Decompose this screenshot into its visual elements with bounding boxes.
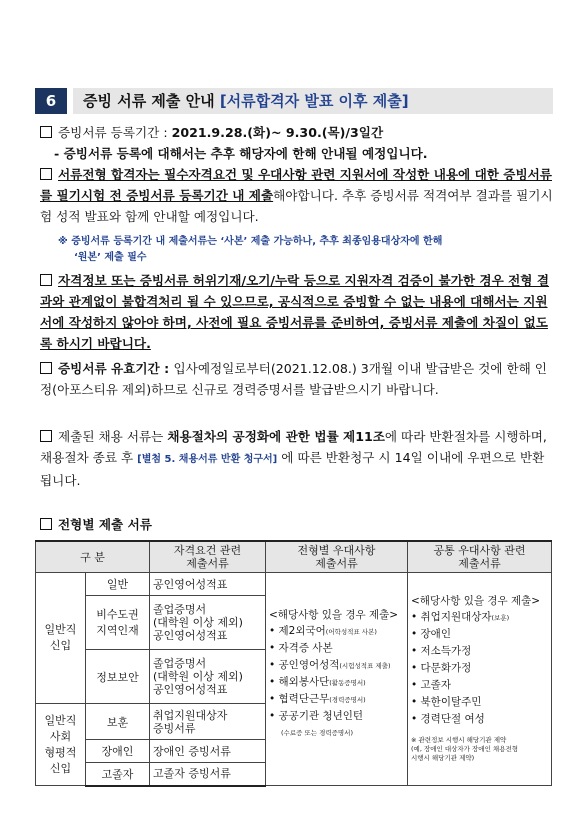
table-row: 고졸자 고졸자 증빙서류 [36,763,552,786]
table-row: 일반직 신입 일반 공인영어성적표 <해당사항 있을 경우 제출> • 제2외국어(어학성적표 사본) • 자격증 사본 • 공인영어성적(시험성적표 제출) • 해외봉사단(활동증명서) • 협력단근무(경력증명서) • 공공기관 청년인턴 (수료증 또는 경력증명서) <해당사항 있을 경우 제출> • 취업지원대상자(보훈) • 장애인 • 저소득가정 • 다문화가정 • 고졸자 • 북한이탈주민 • 경력단절 여성 ※ 관련정보 시행시 해당기관 제약 (예, 장애인 대상자가 장애인 채용전형 시행시 해당기관 제약) [36,573,552,596]
validity-paragraph: 증빙서류 유효기간 : 입사예정일로부터(2021.12.08.) 3개월 이내 발급받은 것에 한해 인정(아포스티유 제외)하므로 신규로 경력증명서를 발급받으시기 바랍니다. [40,361,547,397]
copy-note: ※ 증빙서류 등록기간 내 제출서류는 ‘사본’ 제출 가능하나, 추후 최종임용대상자에 한해 ‘원본’ 제출 필수 [58,236,443,263]
submission-paragraph [40,164,555,227]
documents-table [35,540,552,787]
table-row: 비수도권 지역인재 졸업증명서 (대학원 이상 제외) 공인영어성적표 [36,596,552,650]
false-info-warning: 자격정보 또는 증빙서류 허위기재/오기/누락 등으로 지원자격 검증이 불가한 경우 전형 결과와 관계없이 불합격처리 될 수 있으므로, 공식적으로 증빙할 수 없는 내용에 대해서는 지원서에 작성하지 않아야 하며, 사전에 필요 증빙서류를 준비하여, 증빙서류 제출에 차질이 없도록 하시기 바랍니다. [40,273,550,351]
group-social-equity: 일반직 사회 형평적 신입 [36,704,86,786]
group-general: 일반직 신입 [36,573,86,704]
common-note: ※ 관련정보 시행시 해당기관 제약 (예, 장애인 대상자가 장애인 채용전형 시행시 해당기관 제약) [411,736,519,762]
submission-rest-text: 해야합니다. 추후 증빙서류 적격여부 결과를 필기시험 성적 발표와 함께 안내할 예정입니다. [40,188,553,224]
section-title-text: 증빙 서류 제출 안내 [83,92,215,110]
preference-docs: <해당사항 있을 경우 제출> • 제2외국어(어학성적표 사본) • 자격증 사본 • 공인영어성적(시험성적표 제출) • 해외봉사단(활동증명서) • 협력단근무(경력증명서) • 공공기관 청년인턴 (수료증 또는 경력증명서) [266,573,408,786]
section-title [73,88,553,114]
submission-bold-text: 서류전형 합격자는 필수자격요건 및 우대사항 관련 지원서에 작성한 내용에 대한 증빙서류를 필기시험 전 증빙서류 등록기간 내 제출 [40,167,552,203]
section-number: 6 [35,88,67,114]
checkbox-square-icon [40,168,52,180]
table-row: 장애인 장애인 증빙서류 [36,740,552,763]
registration-period: 증빙서류 등록기간 : 2021.9.28.(화)~ 9.30.(목)/3일간 - 증빙서류 등록에 대해서는 추후 해당자에 한해 안내될 예정입니다. [40,122,555,164]
section-title-accent: [서류합격자 발표 이후 제출] [219,92,409,110]
header-preference: 전형별 우대사항 제출서류 [266,541,408,573]
common-docs: <해당사항 있을 경우 제출> • 취업지원대상자(보훈) • 장애인 • 저소득가정 • 다문화가정 • 고졸자 • 북한이탈주민 • 경력단절 여성 ※ 관련정보 시행시 해당기관 제약 (예, 장애인 대상자가 장애인 채용전형 시행시 해당기관 제약) [408,573,552,786]
checkbox-square-icon [40,274,52,286]
section-header [35,88,553,114]
table-title: 전형별 제출 서류 [40,514,152,533]
table-row: 정보보안 졸업증명서 (대학원 이상 제외) 공인영어성적표 [36,650,552,704]
header-qualification: 자격요건 관련 제출서류 [150,541,266,573]
header-category: 구 분 [36,541,150,573]
checkbox-square-icon [40,126,52,138]
return-paragraph: 제출된 채용 서류는 채용절차의 공정화에 관한 법률 제11조에 따라 반환절차를 시행하며, 채용절차 종료 후 [별첨 5. 채용서류 반환 청구서] 에 따른 반환청구 시 14일 이내에 우편으로 반환됩니다. [40,429,547,488]
appendix-reference: [별첨 5. 채용서류 반환 청구서] [137,454,278,465]
header-common: 공통 우대사항 관련 제출서류 [408,541,552,573]
checkbox-square-icon [40,430,52,442]
table-row: 일반직 사회 형평적 신입 보훈 취업지원대상자 증빙서류 [36,704,552,740]
checkbox-square-icon [40,362,52,374]
checkbox-square-icon [40,518,52,530]
registration-period-value: 2021.9.28.(화)~ 9.30.(목)/3일간 [171,125,384,140]
registration-notice: - 증빙서류 등록에 대해서는 추후 해당자에 한해 안내될 예정입니다. [54,146,428,161]
